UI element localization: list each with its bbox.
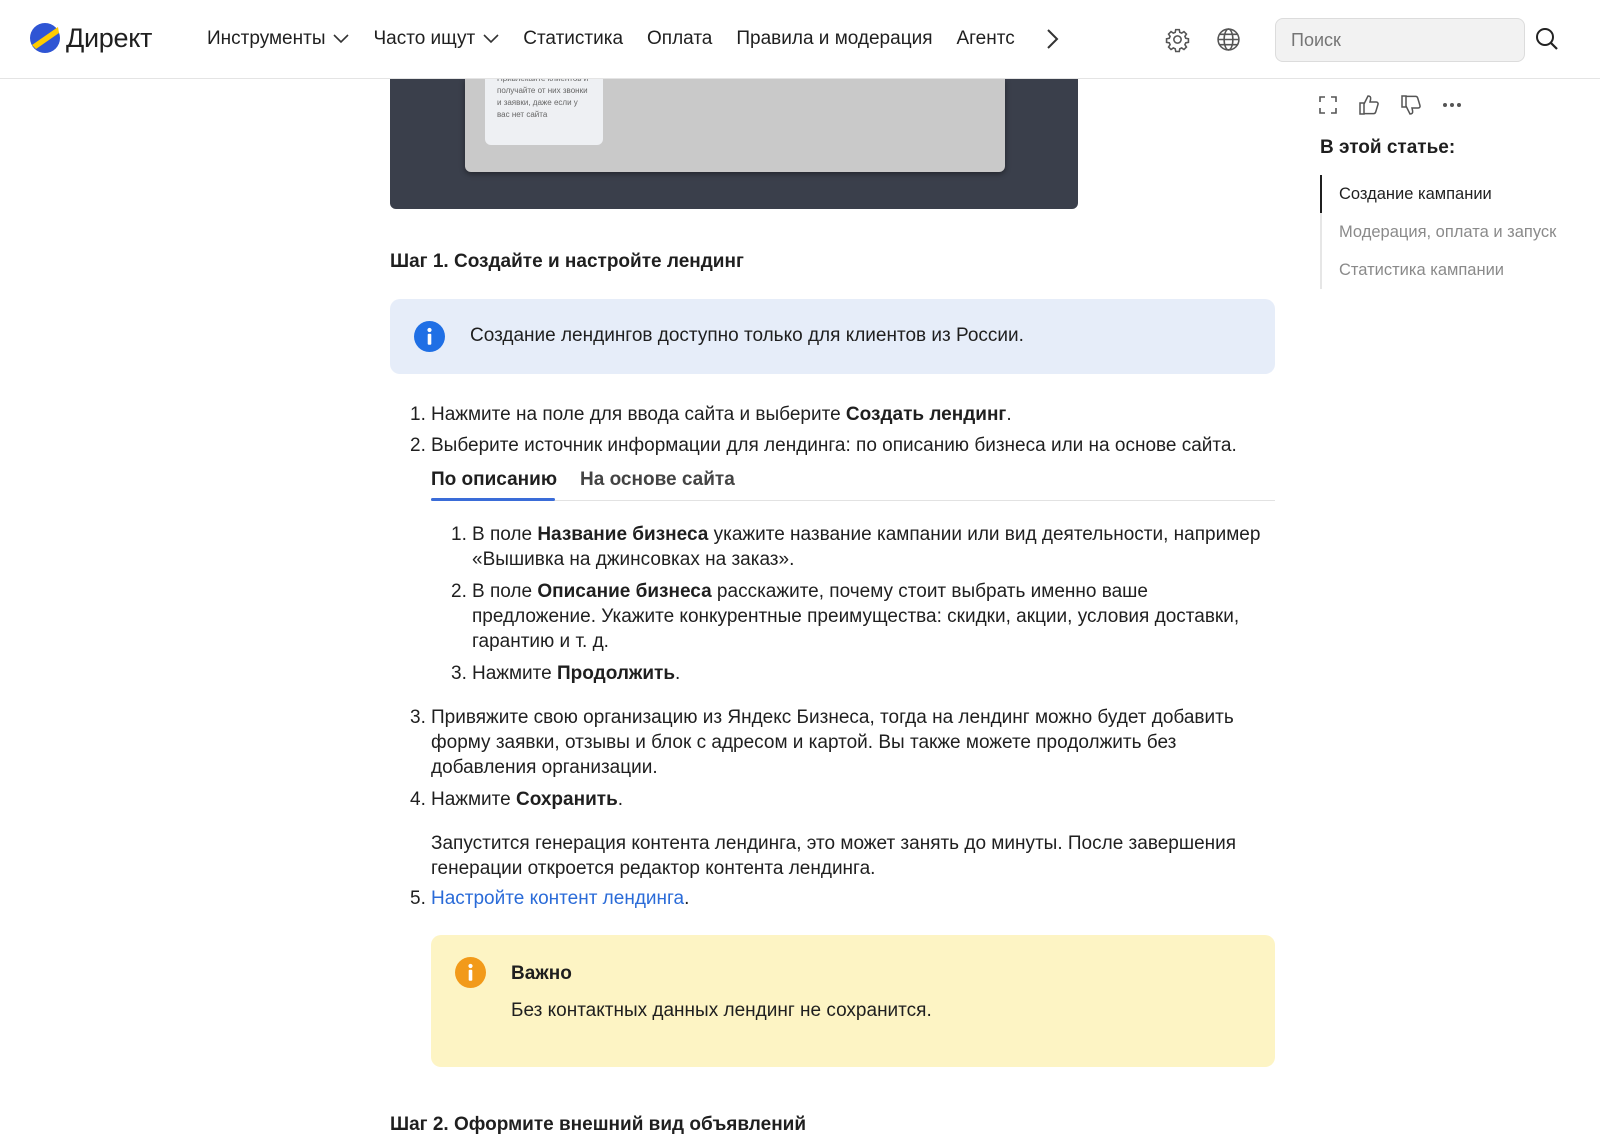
ui-term: Описание бизнеса	[537, 581, 712, 602]
active-tab-indicator	[431, 498, 555, 501]
nav-item-label: Часто ищут	[373, 28, 476, 49]
info-icon	[414, 321, 445, 357]
nav-item-label: Статистика	[523, 28, 624, 49]
nav-item-agencies[interactable]	[956, 28, 1015, 50]
ui-term: Создать лендинг	[845, 404, 1007, 425]
steps-list-continued	[390, 705, 1275, 911]
chevron-down-icon	[483, 34, 499, 44]
globe-icon[interactable]	[1216, 27, 1241, 57]
source-tabs	[431, 465, 1275, 501]
main-nav	[207, 28, 1036, 50]
configure-landing-link[interactable]: Настройте контент лендинга	[431, 888, 685, 909]
warning-note	[431, 935, 1275, 1067]
step-note: Запустится генерация контента лендинга, это может занять до минуты. После завершения генерации откроется редактор контента лендинга.	[431, 833, 1237, 879]
sub-steps-list	[431, 522, 1275, 686]
list-item: 1. Нажмите на поле для ввода сайта и выберите Создать лендинг.	[410, 404, 1012, 425]
list-item: 1. В поле Название бизнеса укажите название кампании или вид деятельности, например «Вышивка на джинсовках на заказ».	[451, 524, 1261, 570]
warning-icon	[455, 957, 486, 993]
search-icon[interactable]	[1535, 27, 1559, 56]
step-1-heading: Шаг 1. Создайте и настройте лендинг	[390, 251, 744, 272]
nav-item-label: Агентс	[956, 28, 1015, 49]
nav-item-payment[interactable]	[647, 28, 712, 50]
screenshot-window	[465, 79, 1005, 172]
list-item: 4. Нажмите Сохранить. Запустится генерация контента лендинга, это может занять до минуты. После завершения генерации откроется редактор контента лендинга.	[390, 787, 1275, 881]
ui-term: Сохранить	[516, 789, 618, 810]
fullscreen-icon[interactable]	[1318, 95, 1338, 115]
step-2-heading: Шаг 2. Оформите внешний вид объявлений	[390, 1114, 807, 1135]
warning-title: Важно	[511, 963, 572, 984]
chevron-right-icon[interactable]	[1046, 28, 1060, 55]
thumbs-up-icon[interactable]	[1358, 94, 1380, 116]
nav-item-rules[interactable]	[736, 28, 932, 50]
screenshot-card: получайте от них звонки и заявки, даже если у вас нет сайта	[485, 73, 603, 145]
top-header	[0, 0, 1600, 79]
toc-item-moderation[interactable]: Модерация, оплата и запуск	[1339, 223, 1557, 241]
gear-icon[interactable]	[1165, 27, 1190, 57]
nav-item-label: Правила и модерация	[736, 28, 933, 49]
more-icon[interactable]	[1442, 102, 1462, 108]
article-screenshot	[390, 79, 1078, 209]
logo-icon	[28, 21, 62, 55]
list-item: 3. Нажмите Продолжить.	[451, 663, 681, 684]
list-item: 5. Настройте контент лендинга.	[410, 888, 690, 909]
article-toolbar	[1318, 94, 1482, 116]
thumbs-down-icon[interactable]	[1400, 94, 1422, 116]
toc-item-create-campaign[interactable]: Создание кампании	[1322, 175, 1556, 213]
tab-by-description[interactable]: По описанию	[431, 469, 558, 490]
toc-title: В этой статье:	[1320, 137, 1456, 158]
tab-by-site[interactable]: На основе сайта	[580, 469, 735, 490]
nav-item-popular[interactable]	[373, 28, 499, 50]
table-of-contents	[1320, 175, 1556, 289]
ui-term: Название бизнеса	[537, 524, 709, 545]
ui-term: Продолжить	[557, 663, 676, 684]
list-item: 2. В поле Описание бизнеса расскажите, почему стоит выбрать именно ваше предложение. Укажите конкурентные преимущества: скидки, акции, условия доставки, гарантию и т. д.	[451, 581, 1240, 652]
steps-list	[390, 402, 1275, 458]
logo-text: Директ	[66, 22, 153, 53]
info-note	[390, 299, 1275, 374]
info-note-text: Создание лендингов доступно только для клиентов из России.	[470, 325, 1024, 346]
search-input[interactable]	[1275, 18, 1525, 62]
nav-item-statistics[interactable]	[523, 28, 623, 50]
chevron-down-icon	[333, 34, 349, 44]
warning-text: Без контактных данных лендинг не сохранится.	[511, 1000, 932, 1021]
list-item: 2. Выберите источник информации для лендинга: по описанию бизнеса или на основе сайта.	[410, 435, 1237, 456]
toc-item-statistics[interactable]: Статистика кампании	[1339, 261, 1504, 279]
nav-item-tools[interactable]	[207, 28, 349, 50]
nav-item-label: Инструменты	[207, 28, 326, 49]
logo[interactable]	[28, 21, 152, 55]
nav-item-label: Оплата	[647, 28, 713, 49]
list-item: 3. Привяжите свою организацию из Яндекс Бизнеса, тогда на лендинг можно будет добавить форму заявки, отзывы и блок с адресом и картой. Вы также можете продолжить без добавления организации.	[410, 707, 1234, 778]
